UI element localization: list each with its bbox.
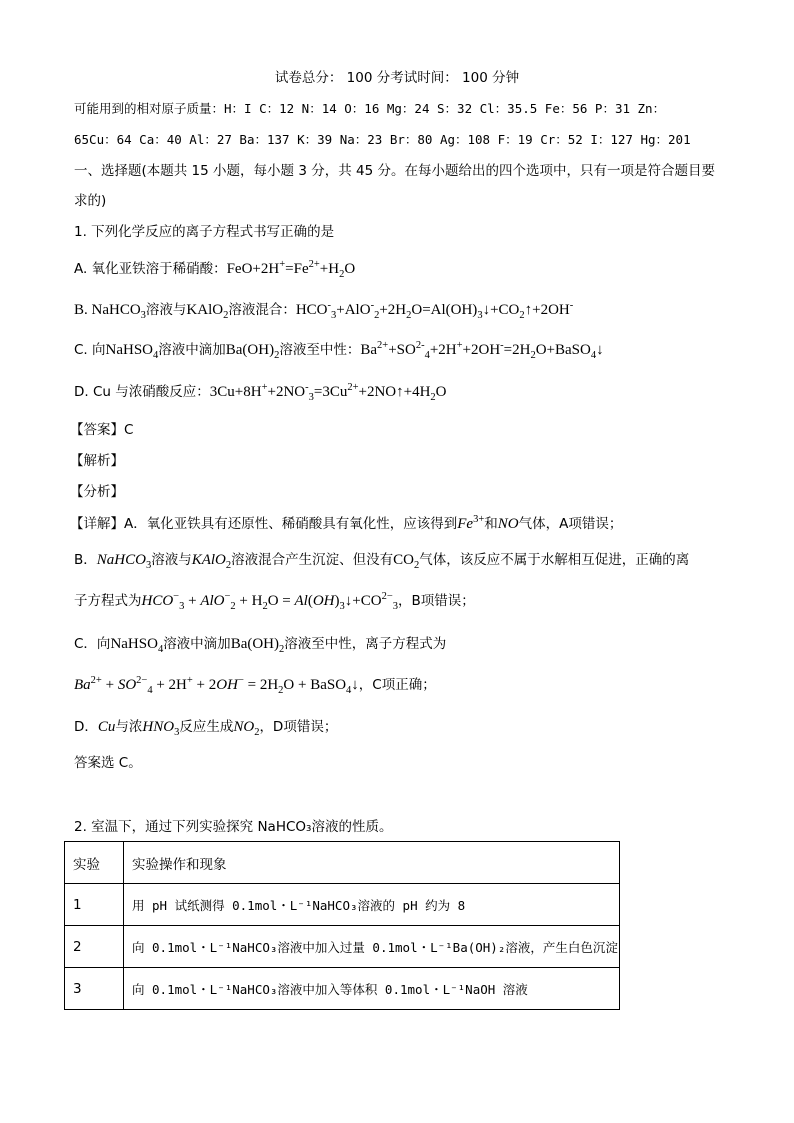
section-heading-line-1: 一、选择题(本题共 15 小题，每小题 3 分，共 45 分。在每小题给出的四个选项中，只有一项是符合题目要	[74, 163, 715, 179]
table-cell-index: 3	[65, 968, 124, 1010]
detail-d: D．Cu与浓$HNO_3$反应生成$NO_2$，D项错误；	[74, 719, 338, 738]
atomic-mass-line-2: 65Cu：64 Ca：40 Al：27 Ba：137 K：39 Na：23 Br：80 Ag：108 F：19 Cr：52 I：127 Hg：201	[74, 132, 691, 147]
table-header-row	[65, 842, 620, 884]
table-cell-description: 用 pH 试纸测得 0.1mol・L⁻¹NaHCO₃溶液的 pH 约为 8	[124, 884, 620, 926]
question-2-stem: 2. 室温下，通过下列实验探究 NaHCO₃溶液的性质。	[74, 819, 393, 835]
table-header-cell: 实验	[65, 842, 124, 884]
answer-tag: 【答案】	[70, 422, 124, 438]
option-c-text-1: 溶液中滴加	[158, 342, 226, 358]
section-heading-line-2: 求的)	[74, 193, 107, 209]
option-d	[74, 382, 447, 402]
exam-title: 试卷总分： 100 分考试时间： 100 分钟	[274, 70, 520, 86]
detail-c-line-2: $Ba^{2+} + SO^{2-}_4 + 2H^+ + 2OH^- = 2H_2O$ + BaSO$_4$↓，C项正确；	[74, 675, 436, 696]
detail-b-line-2: 子方程式为$HCO^-_3 + AlO^-_2 + H_2O$ = $Al(OH)_3↓+CO^{2-}_3$，B项错误；	[74, 591, 475, 612]
conclusion: 答案选 C。	[74, 755, 142, 771]
question-1-stem: 1. 下列化学反应的离子方程式书写正确的是	[74, 224, 335, 240]
table-cell-description: 向 0.1mol・L⁻¹NaHCO₃溶液中加入等体积 0.1mol・L⁻¹NaOH 溶液	[124, 968, 620, 1010]
fenxi-tag: 【分析】	[70, 484, 124, 500]
table-row	[65, 968, 620, 1010]
option-b-text-1: 溶液与	[145, 302, 187, 318]
option-c-text-2: 溶液至中性：	[279, 342, 361, 358]
option-c-label: C. 向	[74, 342, 106, 358]
option-b-label: B. NaHCO	[74, 302, 141, 318]
answer-value: C	[124, 422, 134, 438]
option-c-equation: $Ba^{2+}+SO^{2-}_4+2H^++2OH^-=2H_2O+BaSO_4↓$	[360, 340, 604, 361]
table-row	[65, 926, 620, 968]
analysis-tag: 【解析】	[70, 453, 124, 469]
option-a-label: A. 氧化亚铁溶于稀硝酸：	[74, 261, 227, 277]
table-row	[65, 884, 620, 926]
detail-a: 【详解】A．氧化亚铁具有还原性、稀硝酸具有氧化性，应该得到$Fe^{3+}$和NO气体，A项错误；	[70, 514, 623, 532]
detail-a-tail: 气体，A项错误；	[518, 516, 623, 532]
option-b: B. NaHCO$_3$溶液与KAlO$_2$溶液混合：$HCO^-_3+AlO^-_2+2H_2O=Al(OH)_3↓+CO_2↑+2OH^-$	[74, 300, 574, 321]
table-cell-description: 向 0.1mol・L⁻¹NaHCO₃溶液中加入过量 0.1mol・L⁻¹Ba(OH)₂溶液，产生白色沉淀	[124, 926, 620, 968]
detail-a-text: A．氧化亚铁具有还原性、稀硝酸具有氧化性，应该得到	[124, 516, 458, 532]
detail-b-equation: $HCO^-_3 + AlO^-_2 + H_2O$ = $Al(OH)_3↓+CO^{2-}_3$	[141, 591, 398, 612]
experiment-table	[64, 841, 620, 1010]
detail-tag: 【详解】	[70, 516, 124, 532]
option-d-label: D. Cu 与浓硝酸反应：	[74, 384, 210, 400]
detail-c-equation: $Ba^{2+} + SO^{2-}_4 + 2H^+ + 2OH^- = 2H_2O$ + BaSO$_4$↓	[74, 675, 359, 696]
option-b-text-2: 溶液混合：	[228, 302, 296, 318]
option-a	[74, 259, 355, 279]
answer-line	[70, 420, 133, 440]
atomic-mass-line-1: 可能用到的相对原子质量：H：I C：12 N：14 O：16 Mg：24 S：32 Cl：35.5 Fe：56 P：31 Zn：	[74, 101, 666, 116]
table-cell-index: 1	[65, 884, 124, 926]
option-b-equation: $HCO^-_3+AlO^-_2+2H_2O=Al(OH)_3↓+CO_2↑+2OH^-$	[295, 300, 574, 321]
option-a-equation: $FeO+2H^+=Fe^{2+}+H_2O$	[226, 259, 356, 280]
detail-c-line-1: C．向NaHSO$_4$溶液中滴加$Ba(OH)_2$溶液至中性，离子方程式为	[74, 636, 447, 655]
table-cell-index: 2	[65, 926, 124, 968]
option-d-equation: $3Cu+8H^++2NO^-_3=3Cu^{2+}+2NO↑+4H_2O$	[209, 382, 447, 403]
table-header-cell: 实验操作和现象	[124, 842, 620, 884]
detail-b-line-1: B．NaHCO$_3$溶液与KAlO$_2$溶液混合产生沉淀、但没有$CO_2$气体，该反应不属于水解相互促进，正确的离	[74, 552, 690, 571]
option-c: C. 向NaHSO$_4$溶液中滴加$Ba(OH)_2$溶液至中性：$Ba^{2+}+SO^{2-}_4+2H^++2OH^-=2H_2O+BaSO_4↓$	[74, 340, 604, 361]
